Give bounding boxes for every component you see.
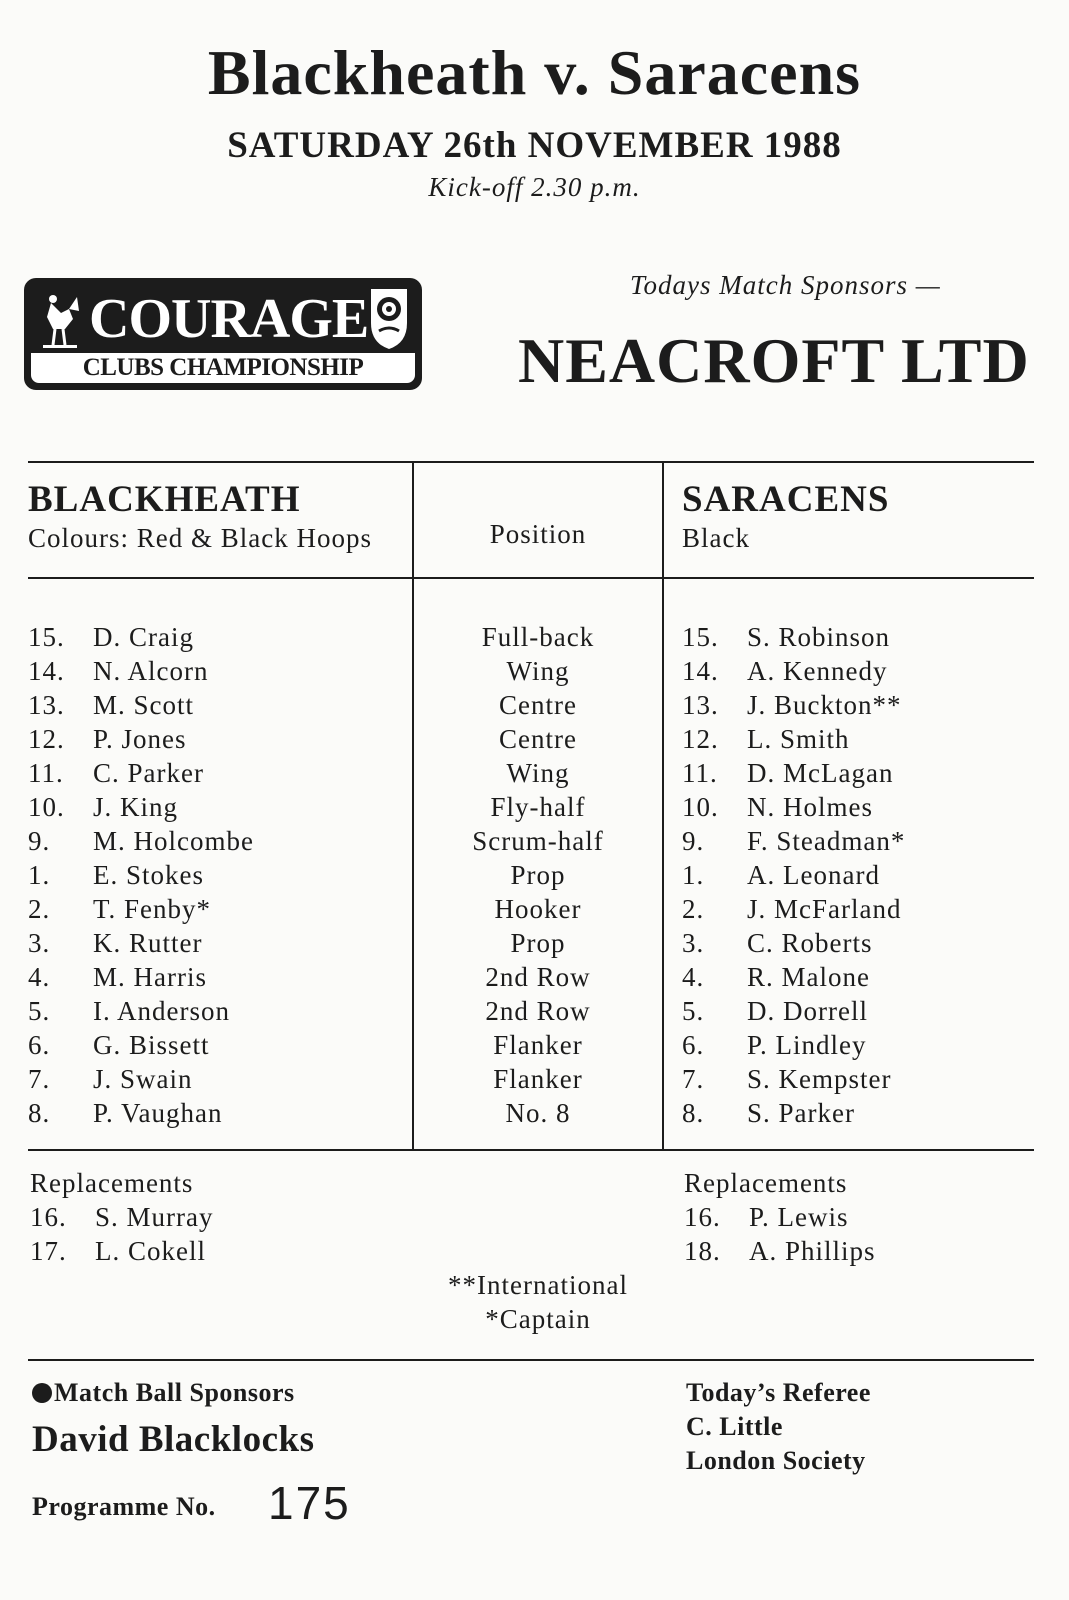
player-name: P. Lindley: [747, 1030, 867, 1060]
player-number: 7.: [682, 1064, 705, 1094]
position-cell: Fly-half: [490, 792, 586, 822]
player-name: C. Parker: [93, 758, 204, 788]
player-row: [28, 688, 408, 722]
table-bottom-rule: [28, 1149, 1034, 1151]
player-number: 3.: [682, 928, 705, 958]
away-replacements-label: Replacements: [684, 1168, 848, 1198]
player-number: 12.: [682, 724, 719, 754]
player-row: [684, 1200, 1034, 1234]
player-row: [28, 620, 408, 654]
home-roster: [28, 620, 408, 1130]
player-name: D. Dorrell: [747, 996, 868, 1026]
player-number: 4.: [682, 962, 705, 992]
player-number: 4.: [28, 962, 51, 992]
programme-number: 175: [268, 1477, 351, 1529]
player-name: F. Steadman*: [747, 826, 906, 856]
away-team-colours: Black: [682, 523, 750, 553]
position-cell: 2nd Row: [485, 962, 591, 992]
player-number: 7.: [28, 1064, 51, 1094]
referee-name: C. Little: [686, 1412, 783, 1441]
player-number: 8.: [28, 1098, 51, 1128]
player-row: [28, 960, 408, 994]
away-roster: [682, 620, 1032, 1130]
player-row: [682, 892, 1032, 926]
player-number: 11.: [28, 758, 64, 788]
player-name: S. Robinson: [747, 622, 891, 652]
player-name: C. Roberts: [747, 928, 873, 958]
player-number: 2.: [682, 894, 705, 924]
player-row: [28, 892, 408, 926]
column-divider-right: [662, 461, 664, 1151]
player-row: [682, 960, 1032, 994]
player-number: 1.: [28, 860, 51, 890]
legend-captain: *Captain: [485, 1304, 591, 1334]
position-cell: Flanker: [493, 1064, 583, 1094]
position-header: Position: [489, 519, 587, 549]
player-number: 16.: [684, 1202, 721, 1232]
player-name: R. Malone: [747, 962, 870, 992]
ball-sponsors-heading: [32, 1378, 295, 1408]
player-name: N. Holmes: [747, 792, 873, 822]
player-row: [682, 688, 1032, 722]
player-name: M. Holcombe: [93, 826, 254, 856]
player-name: P. Vaughan: [93, 1098, 223, 1128]
player-number: 6.: [682, 1030, 705, 1060]
referee-block: [686, 1376, 871, 1478]
player-name: I. Anderson: [93, 996, 230, 1026]
player-row: [682, 722, 1032, 756]
table-top-rule: [28, 461, 1034, 463]
player-number: 12.: [28, 724, 65, 754]
player-row: [682, 620, 1032, 654]
away-team-name: SARACENS: [682, 479, 890, 520]
legend: [414, 1268, 662, 1336]
player-row: [684, 1234, 1034, 1268]
position-cell: Centre: [499, 724, 577, 754]
player-row: [28, 858, 408, 892]
positions-column: [414, 620, 662, 1130]
player-number: 1.: [682, 860, 705, 890]
player-number: 9.: [682, 826, 705, 856]
player-number: 15.: [682, 622, 719, 652]
logo-band-text: CLUBS CHAMPIONSHIP: [31, 353, 415, 383]
player-name: E. Stokes: [93, 860, 205, 890]
player-row: [682, 858, 1032, 892]
player-name: A. Kennedy: [747, 656, 888, 686]
position-cell: 2nd Row: [485, 996, 591, 1026]
player-number: 18.: [684, 1236, 721, 1266]
player-number: 8.: [682, 1098, 705, 1128]
player-name: L. Cokell: [95, 1236, 206, 1266]
player-number: 13.: [682, 690, 719, 720]
match-sponsor-name: NEACROFT LTD: [518, 325, 1030, 396]
home-replacements: [30, 1166, 390, 1268]
player-number: 5.: [28, 996, 51, 1026]
home-team-name: BLACKHEATH: [28, 479, 301, 520]
position-cell: Scrum-half: [472, 826, 604, 856]
player-name: J. King: [93, 792, 179, 822]
player-name: K. Rutter: [93, 928, 203, 958]
match-sponsors-label: Todays Match Sponsors —: [630, 270, 941, 300]
footer-rule: [28, 1359, 1034, 1361]
player-name: J. McFarland: [747, 894, 902, 924]
player-number: 2.: [28, 894, 51, 924]
player-row: [682, 1028, 1032, 1062]
position-cell: Prop: [510, 928, 566, 958]
player-name: S. Murray: [95, 1202, 214, 1232]
player-name: A. Leonard: [747, 860, 880, 890]
away-team-header: [682, 478, 889, 554]
player-number: 5.: [682, 996, 705, 1026]
player-number: 16.: [30, 1202, 67, 1232]
player-row: [28, 1062, 408, 1096]
kickoff-time: Kick-off 2.30 p.m.: [428, 172, 641, 202]
player-row: [682, 1062, 1032, 1096]
player-row: [682, 1096, 1032, 1130]
player-number: 10.: [682, 792, 719, 822]
player-name: P. Jones: [93, 724, 187, 754]
player-name: D. Craig: [93, 622, 194, 652]
player-number: 15.: [28, 622, 65, 652]
home-team-colours: Colours: Red & Black Hoops: [28, 523, 372, 553]
match-title: Blackheath v. Saracens: [207, 37, 862, 108]
logo-wordmark: COURAGE: [89, 288, 369, 350]
player-row: [30, 1234, 390, 1268]
player-name: L. Smith: [747, 724, 850, 754]
away-replacements: [684, 1166, 1034, 1268]
player-name: N. Alcorn: [93, 656, 209, 686]
legend-international: **International: [448, 1270, 628, 1300]
player-row: [28, 994, 408, 1028]
rooster-icon: [39, 289, 81, 351]
rose-shield-icon: [367, 285, 411, 351]
match-date: SATURDAY 26th NOVEMBER 1988: [227, 125, 842, 166]
player-name: S. Kempster: [747, 1064, 892, 1094]
player-number: 17.: [30, 1236, 67, 1266]
player-name: J. Buckton**: [747, 690, 902, 720]
player-row: [28, 722, 408, 756]
player-row: [28, 926, 408, 960]
position-cell: Wing: [506, 758, 570, 788]
player-row: [28, 654, 408, 688]
referee-society: London Society: [686, 1446, 866, 1475]
player-name: P. Lewis: [749, 1202, 849, 1232]
home-team-header: [28, 478, 372, 554]
player-row: [28, 756, 408, 790]
ball-sponsor-name: David Blacklocks: [32, 1419, 315, 1460]
player-name: S. Parker: [747, 1098, 855, 1128]
position-cell: Full-back: [481, 622, 595, 652]
home-replacements-label: Replacements: [30, 1168, 194, 1198]
programme-label: Programme No.: [32, 1492, 216, 1521]
ball-sponsors-label: Match Ball Sponsors: [54, 1378, 295, 1407]
player-row: [28, 824, 408, 858]
position-cell: Prop: [510, 860, 566, 890]
player-number: 3.: [28, 928, 51, 958]
player-name: M. Harris: [93, 962, 207, 992]
player-number: 14.: [682, 656, 719, 686]
courage-championship-logo: [24, 278, 422, 390]
player-row: [682, 994, 1032, 1028]
table-header-rule: [28, 577, 1034, 579]
position-cell: Centre: [499, 690, 577, 720]
player-name: D. McLagan: [747, 758, 894, 788]
player-number: 14.: [28, 656, 65, 686]
player-row: [28, 1096, 408, 1130]
position-cell: Hooker: [494, 894, 582, 924]
player-row: [682, 790, 1032, 824]
position-cell: Wing: [506, 656, 570, 686]
player-row: [682, 926, 1032, 960]
player-number: 9.: [28, 826, 51, 856]
referee-label: Today’s Referee: [686, 1378, 871, 1407]
bullet-icon: [32, 1383, 52, 1403]
player-name: A. Phillips: [749, 1236, 876, 1266]
player-row: [28, 1028, 408, 1062]
position-cell: No. 8: [505, 1098, 571, 1128]
player-row: [28, 790, 408, 824]
position-cell: Flanker: [493, 1030, 583, 1060]
player-number: 13.: [28, 690, 65, 720]
player-name: G. Bissett: [93, 1030, 210, 1060]
player-row: [30, 1200, 390, 1234]
player-name: T. Fenby*: [93, 894, 211, 924]
player-row: [682, 756, 1032, 790]
player-name: M. Scott: [93, 690, 195, 720]
player-row: [682, 654, 1032, 688]
player-row: [682, 824, 1032, 858]
player-name: J. Swain: [93, 1064, 193, 1094]
player-number: 10.: [28, 792, 65, 822]
player-number: 6.: [28, 1030, 51, 1060]
player-number: 11.: [682, 758, 718, 788]
